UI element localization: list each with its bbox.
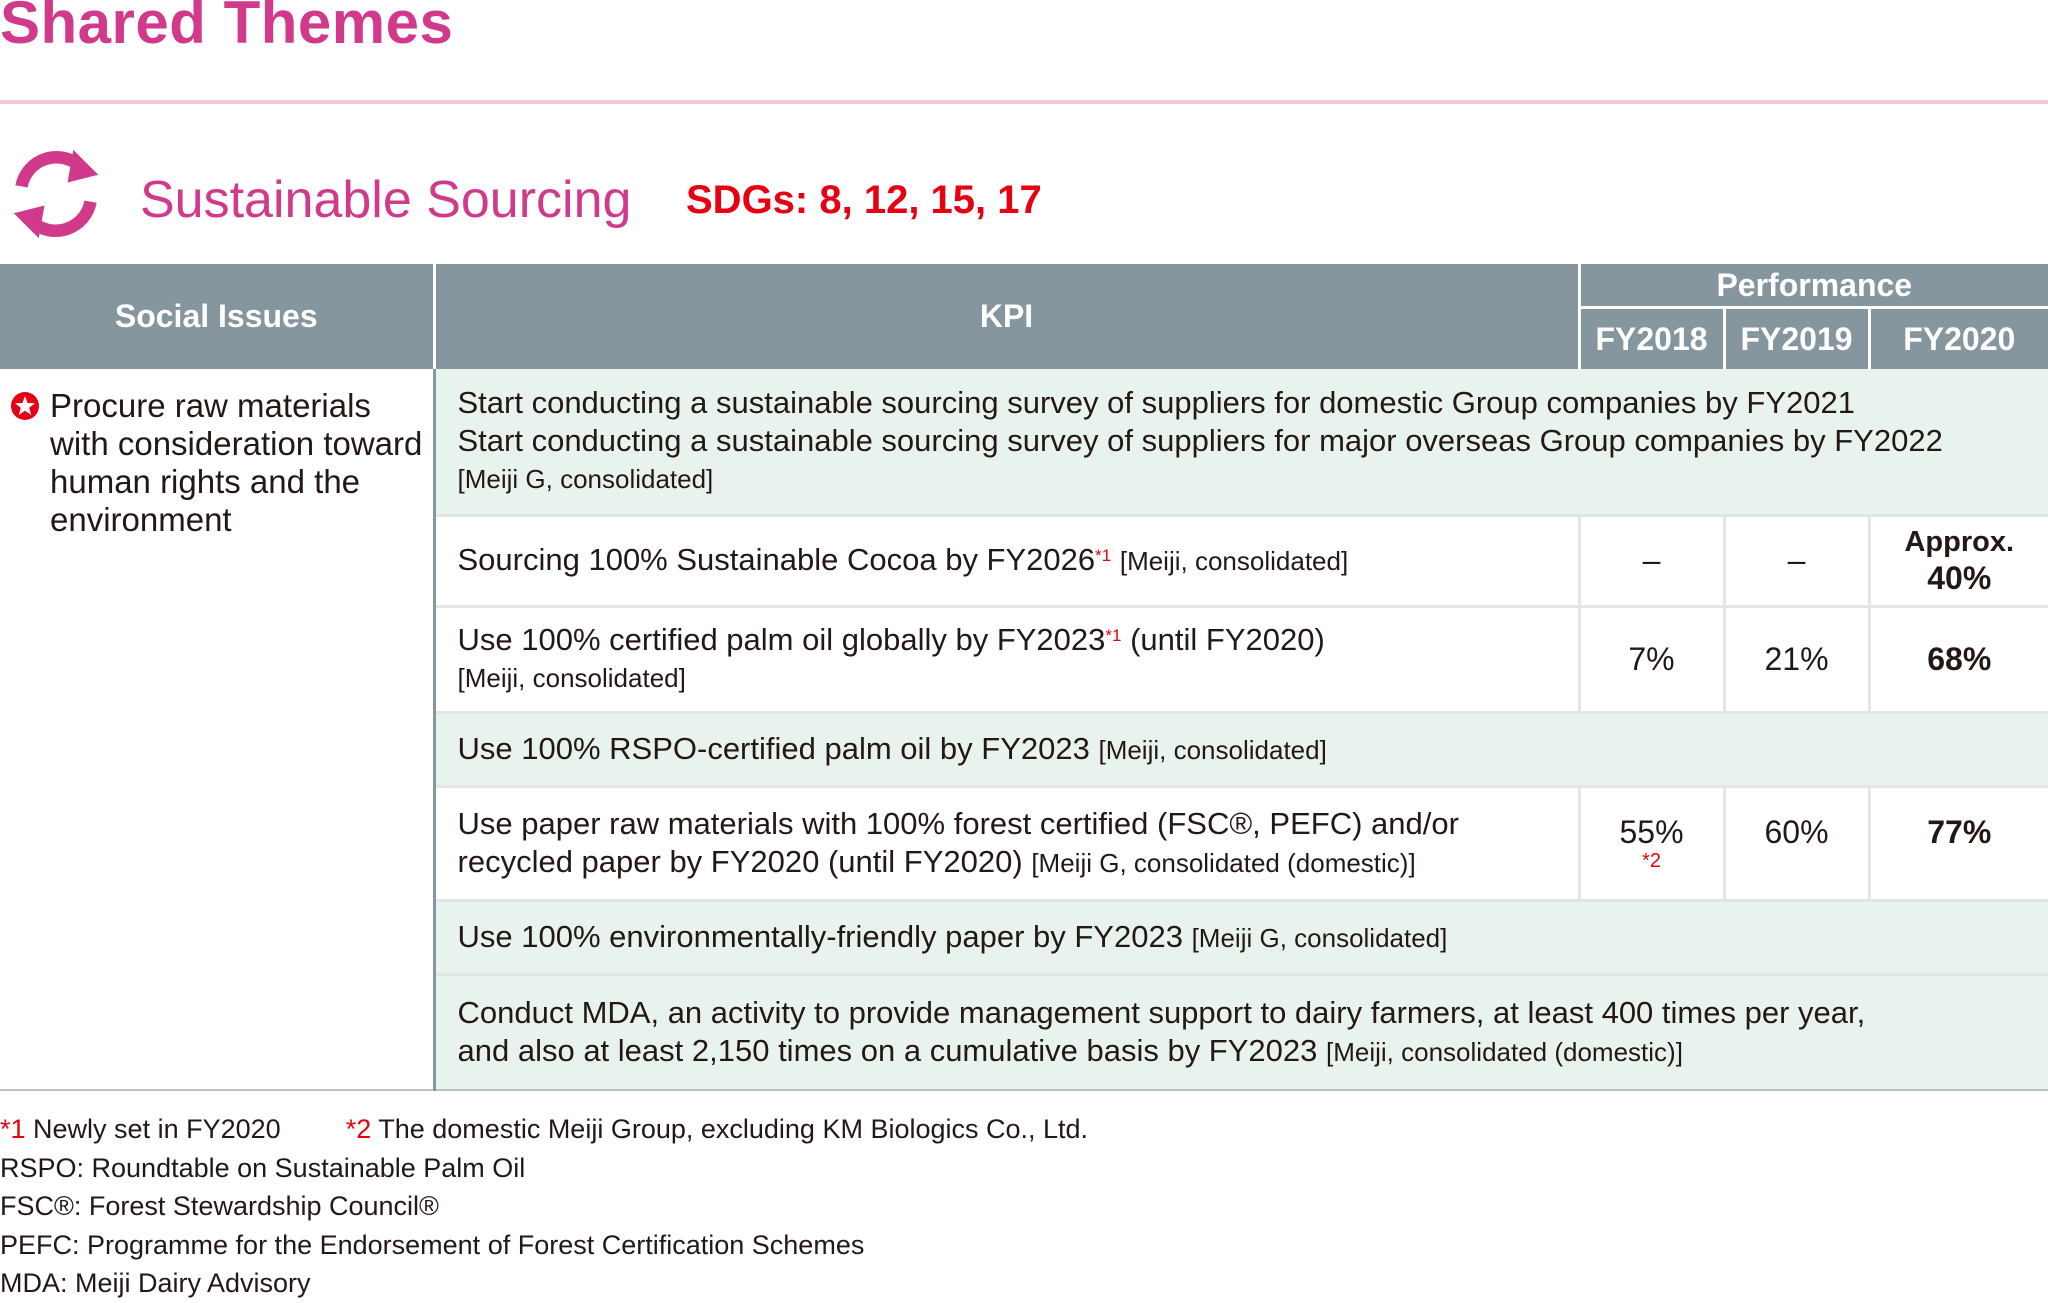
kpi-line: Start conducting a sustainable sourcing survey of suppliers for major overseas Group companies by FY2022: [458, 422, 2027, 460]
sdgs-label: SDGs: 8, 12, 15, 17: [686, 178, 1042, 223]
header-social-issues: Social Issues: [0, 264, 434, 369]
kpi-scope: [Meiji, consolidated (domestic)]: [1326, 1037, 1683, 1067]
kpi-line: and also at least 2,150 times on a cumulative basis by FY2023: [458, 1033, 1318, 1068]
section-title: Sustainable Sourcing: [140, 170, 631, 230]
header-fy2020: FY2020: [1869, 308, 2048, 370]
kpi-line: Conduct MDA, an activity to provide management support to dairy farmers, at least 400 times per year,: [458, 994, 2027, 1032]
perf-fy2019-value: 60%: [1726, 814, 1868, 850]
kpi-line: Use 100% certified palm oil globally by FY2023: [458, 622, 1106, 657]
kpi-line: Start conducting a sustainable sourcing survey of suppliers for domestic Group companies by FY2021: [458, 384, 2027, 422]
footnote-mark: *1: [0, 1114, 26, 1144]
star-circle-icon: [10, 391, 40, 421]
perf-fy2019: [1724, 786, 1869, 900]
perf-fy2018: [1579, 786, 1724, 900]
header-fy2019: FY2019: [1724, 308, 1869, 370]
footnote-line: PEFC: Programme for the Endorsement of Forest Certification Schemes: [0, 1226, 1088, 1265]
perf-fy2020: [1869, 786, 2048, 900]
perf-fy2018-value: 55%: [1581, 814, 1723, 850]
header-kpi: KPI: [434, 264, 1579, 369]
header-fy2018: FY2018: [1579, 308, 1724, 370]
kpi-line: Sourcing 100% Sustainable Cocoa by FY2026: [458, 542, 1096, 577]
header-performance: Performance: [1579, 264, 2048, 308]
page-title: Shared Themes: [0, 0, 453, 57]
perf-fy2020: 68%: [1869, 606, 2048, 712]
kpi-text: [434, 786, 1579, 900]
kpi-line: Use 100% RSPO-certified palm oil by FY2023: [458, 731, 1090, 766]
footnote-mark: *1: [1105, 626, 1121, 645]
kpi-text: [434, 515, 1579, 606]
kpi-table: [0, 264, 2048, 1091]
kpi-text: [434, 974, 2048, 1090]
footnote-line: MDA: Meiji Dairy Advisory: [0, 1264, 1088, 1303]
kpi-line-suffix: (until FY2020): [1130, 622, 1325, 657]
kpi-line: Use 100% environmentally-friendly paper by FY2023: [458, 919, 1183, 954]
perf-fy2020: [1869, 515, 2048, 606]
social-issue-cell: [0, 369, 434, 1090]
kpi-text: [434, 900, 2048, 974]
kpi-text: [434, 712, 2048, 786]
kpi-line: Use paper raw materials with 100% forest certified (FSC®, PEFC) and/or: [458, 805, 1556, 843]
kpi-text: [434, 606, 1579, 712]
perf-fy2018-note: *2: [1581, 850, 1723, 872]
perf-fy2019: –: [1724, 515, 1869, 606]
kpi-scope: [Meiji, consolidated]: [1098, 735, 1326, 765]
kpi-scope: [Meiji G, consolidated]: [458, 460, 2027, 498]
perf-fy2018: 7%: [1579, 606, 1724, 712]
footnotes: [0, 1110, 1088, 1303]
perf-fy2020-value: 77%: [1871, 814, 2048, 850]
social-issue-text: Procure raw materials with consideration toward human rights and the environment: [50, 387, 422, 538]
section-header: [0, 138, 2048, 248]
footnote-line: [0, 1110, 1088, 1149]
kpi-line: recycled paper by FY2020 (until FY2020): [458, 844, 1023, 879]
perf-fy2018: –: [1579, 515, 1724, 606]
kpi-scope: [Meiji, consolidated]: [1120, 546, 1348, 576]
kpi-scope: [Meiji, consolidated]: [458, 659, 1556, 697]
footnote-text: The domestic Meiji Group, excluding KM Biologics Co., Ltd.: [378, 1114, 1088, 1144]
kpi-text: [434, 369, 2048, 515]
kpi-scope: [Meiji G, consolidated (domestic)]: [1031, 848, 1415, 878]
footnote-line: RSPO: Roundtable on Sustainable Palm Oil: [0, 1149, 1088, 1188]
perf-fy2020-line2: 40%: [1871, 559, 2048, 597]
title-divider: [0, 100, 2048, 104]
refresh-cycle-icon: [8, 144, 104, 244]
table-row: [0, 369, 2048, 515]
footnote-mark: *2: [346, 1114, 372, 1144]
perf-fy2019: 21%: [1724, 606, 1869, 712]
footnote-mark: *1: [1095, 546, 1111, 565]
perf-fy2020-line1: Approx.: [1871, 525, 2048, 559]
footnote-line: FSC®: Forest Stewardship Council®: [0, 1187, 1088, 1226]
footnote-text: Newly set in FY2020: [33, 1114, 281, 1144]
kpi-scope: [Meiji G, consolidated]: [1192, 923, 1448, 953]
